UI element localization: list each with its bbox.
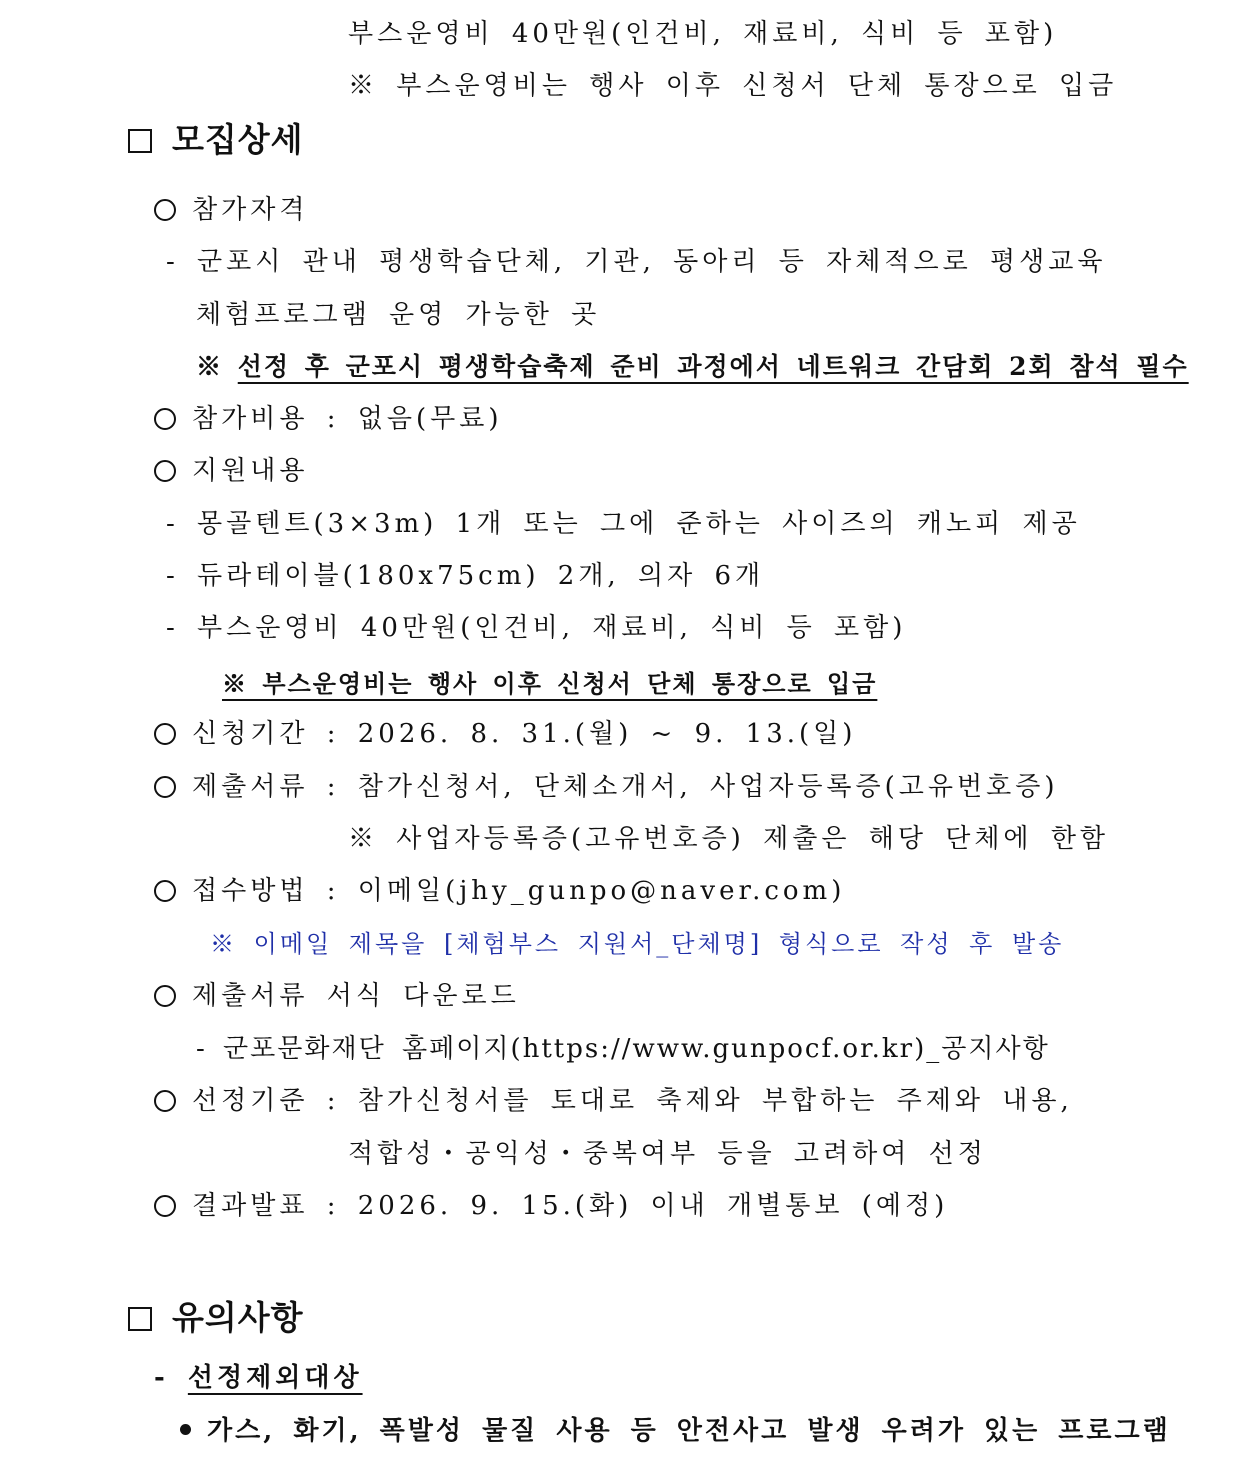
circle-bullet-icon [154, 985, 176, 1007]
excluded-item: 가스, 화기, 폭발성 물질 사용 등 안전사고 발생 우려가 있는 프로그램 [180, 1413, 1171, 1449]
support-item: - 부스운영비 40만원(인건비, 재료비, 식비 등 포함) [166, 613, 907, 643]
circle-bullet-icon [154, 1195, 176, 1217]
circle-bullet-icon [154, 723, 176, 745]
top-fee-line: 부스운영비 40만원(인건비, 재료비, 식비 등 포함) [348, 19, 1058, 49]
square-bullet-icon [128, 1307, 152, 1331]
eligibility-title: 참가자격 [154, 192, 308, 228]
download-link-line: - 군포문화재단 홈페이지(https://www.gunpocf.or.kr)_공지사항 [196, 1034, 1050, 1064]
dash-mark: - [154, 1363, 169, 1393]
bullet-dot-icon [180, 1424, 191, 1435]
period-line: 신청기간 : 2026. 8. 31.(월) ~ 9. 13.(일) [154, 716, 856, 752]
excluded-title [154, 1360, 363, 1396]
square-bullet-icon [128, 129, 152, 153]
circle-bullet-icon [154, 199, 176, 221]
circle-bullet-icon [154, 460, 176, 482]
section-caution-heading: 유의사항 [128, 1300, 304, 1336]
eligibility-line-1: - 군포시 관내 평생학습단체, 기관, 동아리 등 자체적으로 평생교육 [166, 247, 1107, 277]
documents-line: 제출서류 : 참가신청서, 단체소개서, 사업자등록증(고유번호증) [154, 769, 1059, 805]
eligibility-note [196, 349, 1189, 385]
excluded-title-text: 선정제외대상 [187, 1363, 363, 1393]
method-note: ※ 이메일 제목을 [체험부스 지원서_단체명] 형식으로 작성 후 발송 [210, 930, 1065, 958]
cost-line: 참가비용 : 없음(무료) [154, 401, 503, 437]
support-item: - 듀라테이블(180x75cm) 2개, 의자 6개 [166, 561, 765, 591]
circle-bullet-icon [154, 408, 176, 430]
eligibility-line-2: 체험프로그램 운영 가능한 곳 [196, 300, 601, 330]
download-title: 제출서류 서식 다운로드 [154, 978, 520, 1014]
circle-bullet-icon [154, 880, 176, 902]
criteria-line: 선정기준 : 참가신청서를 토대로 축제와 부합하는 주제와 내용, [154, 1083, 1073, 1119]
section-recruit-heading: 모집상세 [128, 122, 304, 158]
circle-bullet-icon [154, 776, 176, 798]
result-line: 결과발표 : 2026. 9. 15.(화) 이내 개별통보 (예정) [154, 1188, 948, 1224]
documents-note: ※ 사업자등록증(고유번호증) 제출은 해당 단체에 한함 [348, 824, 1110, 854]
method-line: 접수방법 : 이메일(jhy_gunpo@naver.com) [154, 873, 845, 909]
support-item: - 몽골텐트(3×3m) 1개 또는 그에 준하는 사이즈의 캐노피 제공 [166, 509, 1081, 539]
support-note: ※ 부스운영비는 행사 이후 신청서 단체 통장으로 입금 [222, 669, 878, 698]
criteria-continuation: 적합성・공익성・중복여부 등을 고려하여 선정 [348, 1139, 987, 1169]
support-title: 지원내용 [154, 453, 308, 489]
circle-bullet-icon [154, 1090, 176, 1112]
eligibility-note-text: 선정 후 군포시 평생학습축제 준비 과정에서 네트워크 간담회 2회 참석 필수 [237, 352, 1189, 381]
reference-mark: ※ [196, 352, 224, 381]
top-fee-note: ※ 부스운영비는 행사 이후 신청서 단체 통장으로 입금 [348, 71, 1118, 101]
